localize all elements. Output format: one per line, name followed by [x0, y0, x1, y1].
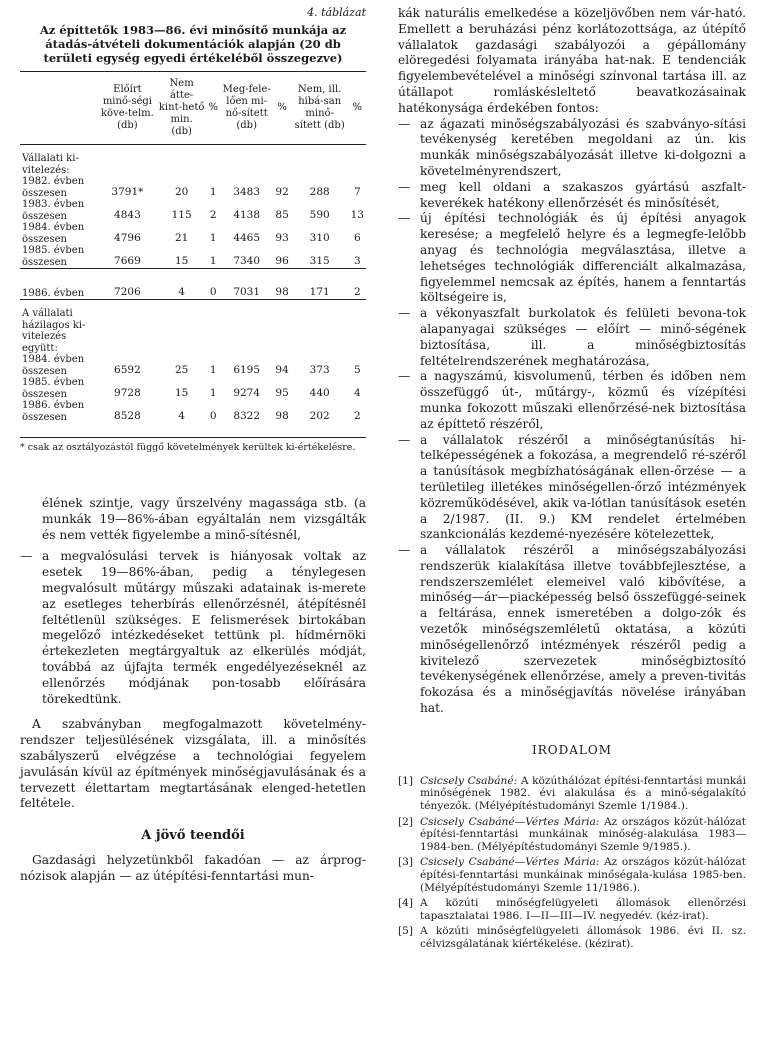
- dash-item-text: a vállalatok részéről a minőségszabályozási rendszerük kialakítása illetve továbbfejlesztése, a rendszerszemlélet elemeivel való kibővítése, a minőség—ár—piacképesség belső összefüggé-seinek a feltárása, ennek ismeretében a dolgo-zók és vezetők minőségszemléletű oktatása, a közúti minőségellenőrző intézmények részéről pedig a kivitelező szervezetek minőségbiztosító tevékenységének ellenőrzése, amely a preven-tivitás fokozása és a minőségjavítás növelése irányában hat.: [420, 543, 746, 716]
- table-cell: 4796: [114, 232, 141, 244]
- table-cell: 202: [309, 410, 330, 422]
- table-cell: 1: [209, 186, 217, 198]
- table-cell: 25: [174, 364, 189, 376]
- table-cell: 5: [353, 364, 361, 376]
- table-cell: 4138: [233, 209, 261, 221]
- table-cell: 98: [275, 286, 289, 298]
- dash-list-item: [398, 306, 746, 369]
- table-cell: 13: [350, 209, 364, 221]
- table-row: [20, 400, 366, 423]
- table-cell: 315: [291, 245, 349, 269]
- table-cell: 171: [291, 285, 349, 300]
- table-cell: 4843: [114, 209, 141, 221]
- header-cell: Nem átte-kint-hető min. (db): [157, 72, 207, 145]
- reference-item: [398, 775, 746, 813]
- table-header-row: [20, 72, 366, 145]
- table-row: [20, 176, 366, 199]
- group-label: Vállalati ki-vitelezés:: [22, 153, 79, 176]
- table-row: [20, 377, 366, 400]
- table-row: [20, 245, 366, 269]
- group-label: A vállalati házilagos ki-vitelezés együtt:: [22, 308, 86, 354]
- dash-marker: —: [398, 432, 411, 447]
- row-label: 1986. évben: [20, 285, 98, 300]
- table-cell: 0: [209, 410, 217, 422]
- left-column: [20, 6, 366, 885]
- right-column: [398, 6, 746, 954]
- dash-list-item: [398, 543, 746, 717]
- reference-author: Csicsely Csabáné—Vértes Mária:: [420, 856, 600, 869]
- group-label-row: [20, 308, 366, 354]
- table-cell: 6195: [233, 364, 261, 376]
- reference-number: [3]: [398, 856, 414, 869]
- table-cell: 3: [349, 245, 366, 269]
- table-cell: 93: [275, 232, 289, 244]
- dash-item-text: a vállalatok részéről a minőségtanúsítás hi-telképességének a fokozása, a megrendelő ré-széről a tanúsítások megbízhatóságának ellen-őrzése — a területileg illetékes minőségellen-őrző intézmények közreműködésével, akik va-lótlan tanúsítások esetén a 2/1987. (II. 9.) KM rendelet értelmében szankcionálás kezdemé-nyezésére kötelezettek,: [420, 432, 746, 542]
- table-cell: 4: [178, 410, 185, 422]
- dash-list-item: [398, 433, 746, 544]
- table-cell: 94: [275, 364, 289, 376]
- row-label: 1984. évben összesen: [22, 354, 85, 377]
- table-cell: 2: [353, 410, 361, 422]
- reference-author: Csicsely Csabáné—Vértes Mária:: [420, 815, 600, 828]
- table-cell: 7206: [98, 285, 157, 300]
- reference-number: [2]: [398, 815, 414, 828]
- dash-list-item: [398, 117, 746, 180]
- reference-number: [5]: [398, 925, 414, 938]
- header-cell: %: [349, 72, 366, 145]
- table-row: [20, 285, 366, 300]
- row-label: 1985. évben összesen: [20, 245, 98, 269]
- dash-marker: —: [398, 369, 411, 384]
- dash-marker: —: [398, 116, 411, 131]
- table-cell: 4: [157, 285, 207, 300]
- dash-item-text: a vékonyaszfalt burkolatok és felületi bevona-tok alapanyagai szükséges — előírt — minő-ségének biztosítása, ill. a minőségbiztosítás feltételrendszerének meghatározása,: [420, 306, 746, 368]
- table-cell: 85: [275, 209, 289, 221]
- table-cell: 7: [353, 186, 361, 198]
- paragraph: élének szintje, vagy űrszelvény magassága stb. (a munkák 19—86%-ában egyáltalán nem vizsgálták és nem vették figyelembe a minő-sítésnél,: [42, 496, 366, 542]
- paragraph: Gazdasági helyzetünkből fakadóan — az árprog-nózisok alapján — az útépítési-fenntartási mun-: [20, 853, 366, 883]
- dash-marker: —: [20, 549, 33, 564]
- table-cell: 1: [206, 245, 220, 269]
- dash-list-item: [398, 369, 746, 432]
- references-heading: IRODALOM: [532, 742, 612, 757]
- row-label: 1982. évben összesen: [22, 176, 85, 199]
- row-label: 1985. évben összesen: [22, 377, 85, 400]
- table-cell: 2: [349, 285, 366, 300]
- table-cell: 115: [171, 209, 192, 221]
- reference-item: [398, 897, 746, 922]
- table-cell: 6: [353, 232, 361, 244]
- table-cell: 4465: [233, 232, 261, 244]
- table-cell: 15: [174, 387, 189, 399]
- dash-item-text: a megvalósulási tervek is hiányosak voltak az esetek 19—86%-ában, pedig a ténylegesen megvalósult műtárgy műszaki adatainak is-merete az esetleges teherbírás ellenőrzésnél, átépítésnél feltétlenül szükséges. E felismerések birtokában megelőző intézkedéseket tettünk pl. hídmérnöki értekezleten megtárgyaltuk az elkerülés módját, továbbá az újfajta termék engedélyezéseknél az ellenőrzés módjának pon-tosabb előírására törekedtünk.: [42, 549, 366, 706]
- table-cell: 440: [309, 387, 330, 399]
- dash-marker: —: [398, 179, 411, 194]
- table-cell: 7669: [98, 245, 157, 269]
- reference-author: Csicsely Csabáné:: [420, 774, 518, 787]
- dash-list-item: [398, 180, 746, 212]
- table-cell: 92: [275, 186, 289, 198]
- dash-marker: —: [398, 211, 411, 226]
- header-cell: Nem, ill. hibá-san minő-sített (db): [291, 72, 349, 145]
- table-title: Az építtetők 1983—86. évi minősítő munkája az átadás-átvételi dokumentációk alapján (20 db területi egység egyedi értékeléből összegezve): [39, 23, 347, 65]
- table-cell: 21: [174, 232, 189, 244]
- dash-marker: —: [398, 306, 411, 321]
- table-footnote: * csak az osztályozástól függő követelmények kerültek ki-értékelésre.: [20, 437, 366, 454]
- reference-text: Az országos közút-hálózat építési-fenntartási munkáinak minőségala-kulása 1985-ben. (Mélyépítéstudományi Szemle 11/1986.).: [420, 856, 747, 894]
- row-label: 1983. évben összesen: [22, 199, 85, 222]
- dash-list-item: [398, 211, 746, 306]
- reference-number: [4]: [398, 897, 414, 910]
- table-cell: 95: [275, 387, 289, 399]
- table-cell: 9274: [233, 387, 261, 399]
- table-cell: 6592: [114, 364, 141, 376]
- reference-text: A közúti minőségfelügyeleti állomások 1986. évi II. sz. célvizsgálatának kiértékelése. (kézirat).: [420, 925, 746, 950]
- reference-text: A közúti minőségfelügyeleti állomások ellenőrzési tapasztalatai 1986. I—II—III—IV. negyedév. (kéz-irat).: [420, 897, 746, 922]
- dash-item-text: új építési technológiák és új építési anyagok keresése; a megfelelő helyre és a legmegfe-lelőbb anyag és technológia megválasztása, illetve a lehetséges technológiák differenciált alkalmazása, figyelemmel nemcsak az építés, hanem a fenntartás költségeire is,: [420, 211, 746, 305]
- table-cell: 1: [209, 232, 217, 244]
- dash-list: [398, 117, 746, 717]
- reference-item: [398, 816, 746, 854]
- table-cell: 288: [309, 186, 330, 198]
- section-heading: A jövő teendői: [141, 828, 245, 844]
- row-label: 1984. évben összesen: [22, 222, 85, 245]
- table-row: [20, 222, 366, 245]
- reference-text: Az országos közút-hálózat építési-fenntartási munkáinak minőség-alakulása 1983—1984-ben. (Mélyépítéstudományi Szemle 9/1985.).: [420, 815, 747, 853]
- table-cell: 0: [206, 285, 220, 300]
- table-caption: 4. táblázat: [307, 6, 366, 19]
- table-cell: 1: [209, 364, 217, 376]
- table-cell: 310: [309, 232, 330, 244]
- quality-table: [20, 72, 366, 431]
- table-cell: 2: [209, 209, 217, 221]
- dash-item-text: az ágazati minőségszabályozási és szabványo-sítási tevékenység keretében megoldani az ún. kis munkák minőségszabályozását illetve ki-dolgozni a követelményrendszert,: [420, 116, 746, 178]
- table-cell: 7340: [220, 245, 273, 269]
- dash-item-text: a nagyszámú, kisvolumenű, térben és időben nem összefüggő út-, műtárgy-, közmű és vízépítési munka fokozott műszaki ellenőrzésé-nek biztosítása az építtető részéről,: [420, 369, 746, 431]
- table-cell: 96: [273, 245, 290, 269]
- reference-item: [398, 925, 746, 950]
- table-cell: 20: [174, 186, 189, 198]
- header-cell: Előírt minő-ségi köve-telm. (db): [98, 72, 157, 145]
- reference-item: [398, 856, 746, 894]
- header-cell: Meg-fele-lően mi-nő-sített (db): [220, 72, 273, 145]
- table-cell: 8528: [114, 410, 141, 422]
- paragraph: A szabványban megfogalmazott követelmény-rendszer teljesülésének vizsgálata, ill. a minősítés szabályszerű elvégzése a technológiai fegyelem javulásán kívül az építmények minőségjavulásának és a tervezett élettartam megtartásának elenged-hetetlen feltétele.: [20, 717, 366, 811]
- table-cell: 7031: [220, 285, 273, 300]
- reference-number: [1]: [398, 774, 414, 787]
- table-cell: 8322: [233, 410, 261, 422]
- dash-item-text: meg kell oldani a szakaszos gyártású aszfalt-keverékek hatékony ellenőrzését és minősítését,: [420, 179, 746, 210]
- table-cell: 590: [309, 209, 330, 221]
- table-cell: 3483: [233, 186, 261, 198]
- reference-text: A közúthálózat építési-fenntartási munkái minőségének 1982. évi alakulása és a minő-ségalakító tényezők. (Mélyépítéstudományi Szemle 1/1984.).: [420, 774, 746, 813]
- dash-marker: —: [398, 543, 411, 558]
- reference-list: [398, 775, 746, 951]
- header-cell: %: [273, 72, 290, 145]
- table-cell: 373: [309, 364, 330, 376]
- table-cell: 4: [353, 387, 361, 399]
- table-cell: 9728: [114, 387, 141, 399]
- header-cell: [20, 72, 98, 145]
- table-cell: 15: [157, 245, 207, 269]
- paragraph: kák naturális emelkedése a közeljövőben nem vár-ható. Emellett a beruházási pénz korlátozottsága, az útépítő vállalatok gazdasági szabályozói a gépállomány elöregedési folyamata irányába hat-nak. E tendenciák figyelembevételével a minőségi színvonal tartása ill. az útállapot romláskésleltető beavatkozásainak hatékonysága érdekében fontos:: [398, 6, 746, 115]
- group-label-row: [20, 153, 366, 176]
- header-cell: %: [206, 72, 220, 145]
- table-row: [20, 199, 366, 222]
- table-cell: 3791*: [111, 186, 144, 198]
- table-cell: 1: [209, 387, 217, 399]
- dash-list-item: [20, 549, 366, 707]
- table-row: [20, 354, 366, 377]
- row-label: 1986. évben összesen: [22, 400, 85, 423]
- table-cell: 98: [275, 410, 289, 422]
